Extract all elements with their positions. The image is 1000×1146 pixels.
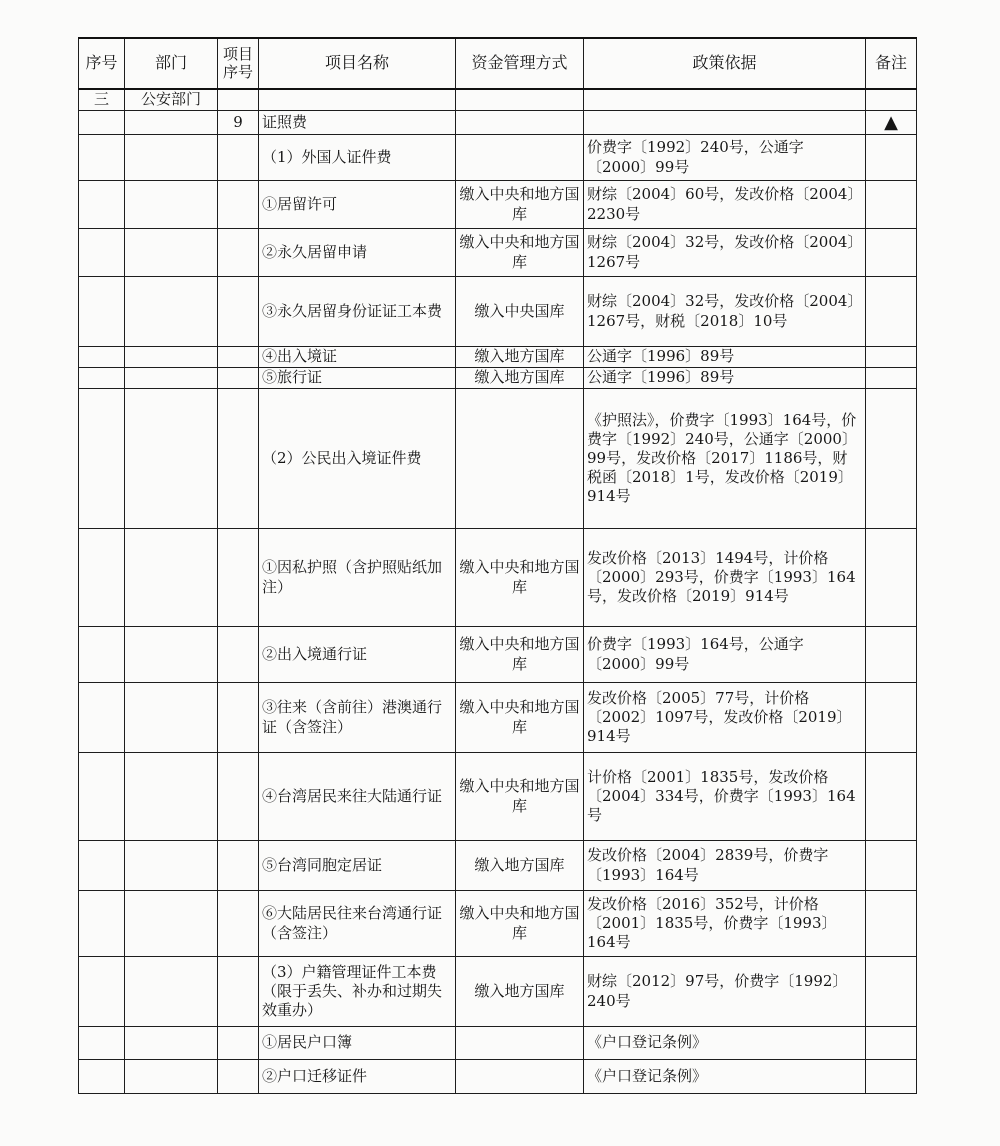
fund-mgmt: 缴入中央和地方国库 (456, 181, 584, 229)
policy-basis: 价费字〔1993〕164号，公通字〔2000〕99号 (584, 627, 866, 683)
policy-basis: 公通字〔1996〕89号 (584, 347, 866, 368)
item-seq: 9 (218, 111, 259, 135)
policy-basis: 计价格〔2001〕1835号，发改价格〔2004〕334号，价费字〔1993〕164号 (584, 753, 866, 841)
project-name: ②户口迁移证件 (259, 1060, 456, 1094)
policy-basis: 发改价格〔2016〕352号，计价格〔2001〕1835号，价费字〔1993〕164号 (584, 891, 866, 957)
policy-basis: 《户口登记条例》 (584, 1060, 866, 1094)
fund-mgmt: 缴入地方国库 (456, 347, 584, 368)
project-name: ①居民户口簿 (259, 1027, 456, 1060)
project-name: ⑥大陆居民往来台湾通行证（含签注） (259, 891, 456, 957)
header-seq: 序号 (79, 38, 125, 89)
dept-seq: 三 (79, 89, 125, 111)
table-row (79, 891, 917, 957)
project-name: ①居留许可 (259, 181, 456, 229)
fund-mgmt: 缴入中央和地方国库 (456, 529, 584, 627)
policy-basis: 发改价格〔2013〕1494号，计价格〔2000〕293号，价费字〔1993〕164号，发改价格〔2019〕914号 (584, 529, 866, 627)
fund-mgmt (456, 135, 584, 181)
fund-mgmt (456, 389, 584, 529)
header-fund-mgmt: 资金管理方式 (456, 38, 584, 89)
fund-mgmt (456, 1027, 584, 1060)
project-name: ③往来（含前往）港澳通行证（含签注） (259, 683, 456, 753)
table-row (79, 957, 917, 1027)
header-note: 备注 (866, 38, 917, 89)
project-name: ④台湾居民来往大陆通行证 (259, 753, 456, 841)
table-row (79, 229, 917, 277)
policy-basis: 公通字〔1996〕89号 (584, 368, 866, 389)
fund-mgmt: 缴入地方国库 (456, 368, 584, 389)
project-name: ⑤台湾同胞定居证 (259, 841, 456, 891)
item-name: 证照费 (259, 111, 456, 135)
project-name: （3）户籍管理证件工本费（限于丢失、补办和过期失效重办） (259, 957, 456, 1027)
policy-basis: 发改价格〔2004〕2839号，价费字〔1993〕164号 (584, 841, 866, 891)
policy-basis: 价费字〔1992〕240号，公通字〔2000〕99号 (584, 135, 866, 181)
table-row (79, 1027, 917, 1060)
fund-mgmt: 缴入中央和地方国库 (456, 891, 584, 957)
header-dept: 部门 (125, 38, 218, 89)
fund-mgmt: 缴入中央和地方国库 (456, 683, 584, 753)
table-row (79, 1060, 917, 1094)
fund-mgmt: 缴入中央和地方国库 (456, 753, 584, 841)
policy-basis: 《护照法》，价费字〔1993〕164号，价费字〔1992〕240号，公通字〔2000〕99号，发改价格〔2017〕1186号，财税函〔2018〕1号，发改价格〔2019〕914号 (584, 389, 866, 529)
policy-basis: 《户口登记条例》 (584, 1027, 866, 1060)
header-row (79, 38, 917, 89)
fund-mgmt: 缴入中央国库 (456, 277, 584, 347)
policy-basis: 财综〔2004〕60号，发改价格〔2004〕2230号 (584, 181, 866, 229)
policy-basis: 财综〔2012〕97号，价费字〔1992〕240号 (584, 957, 866, 1027)
project-name: ②永久居留申请 (259, 229, 456, 277)
table-row (79, 347, 917, 368)
project-name: ③永久居留身份证证工本费 (259, 277, 456, 347)
table-row (79, 627, 917, 683)
fund-mgmt: 缴入地方国库 (456, 841, 584, 891)
project-name: ④出入境证 (259, 347, 456, 368)
policy-basis: 发改价格〔2005〕77号，计价格〔2002〕1097号，发改价格〔2019〕914号 (584, 683, 866, 753)
fund-mgmt: 缴入中央和地方国库 (456, 229, 584, 277)
project-name: （2）公民出入境证件费 (259, 389, 456, 529)
policy-basis: 财综〔2004〕32号，发改价格〔2004〕1267号，财税〔2018〕10号 (584, 277, 866, 347)
policy-basis: 财综〔2004〕32号，发改价格〔2004〕1267号 (584, 229, 866, 277)
project-name: （1）外国人证件费 (259, 135, 456, 181)
dept-row (79, 89, 917, 111)
project-name: ②出入境通行证 (259, 627, 456, 683)
table-row (79, 683, 917, 753)
header-item-name: 项目名称 (259, 38, 456, 89)
table-row (79, 753, 917, 841)
fee-table (78, 37, 917, 1094)
table-row (79, 181, 917, 229)
fund-mgmt: 缴入中央和地方国库 (456, 627, 584, 683)
table-row (79, 529, 917, 627)
table-row (79, 277, 917, 347)
header-item-seq: 项目序号 (218, 38, 259, 89)
dept-name: 公安部门 (125, 89, 218, 111)
project-name: ⑤旅行证 (259, 368, 456, 389)
triangle-marker-icon: ▲ (866, 111, 917, 135)
project-name: ①因私护照（含护照贴纸加注） (259, 529, 456, 627)
item-row (79, 111, 917, 135)
table-row (79, 368, 917, 389)
fund-mgmt: 缴入地方国库 (456, 957, 584, 1027)
fund-mgmt (456, 1060, 584, 1094)
table-row (79, 135, 917, 181)
header-policy: 政策依据 (584, 38, 866, 89)
table-row (79, 841, 917, 891)
table-row (79, 389, 917, 529)
